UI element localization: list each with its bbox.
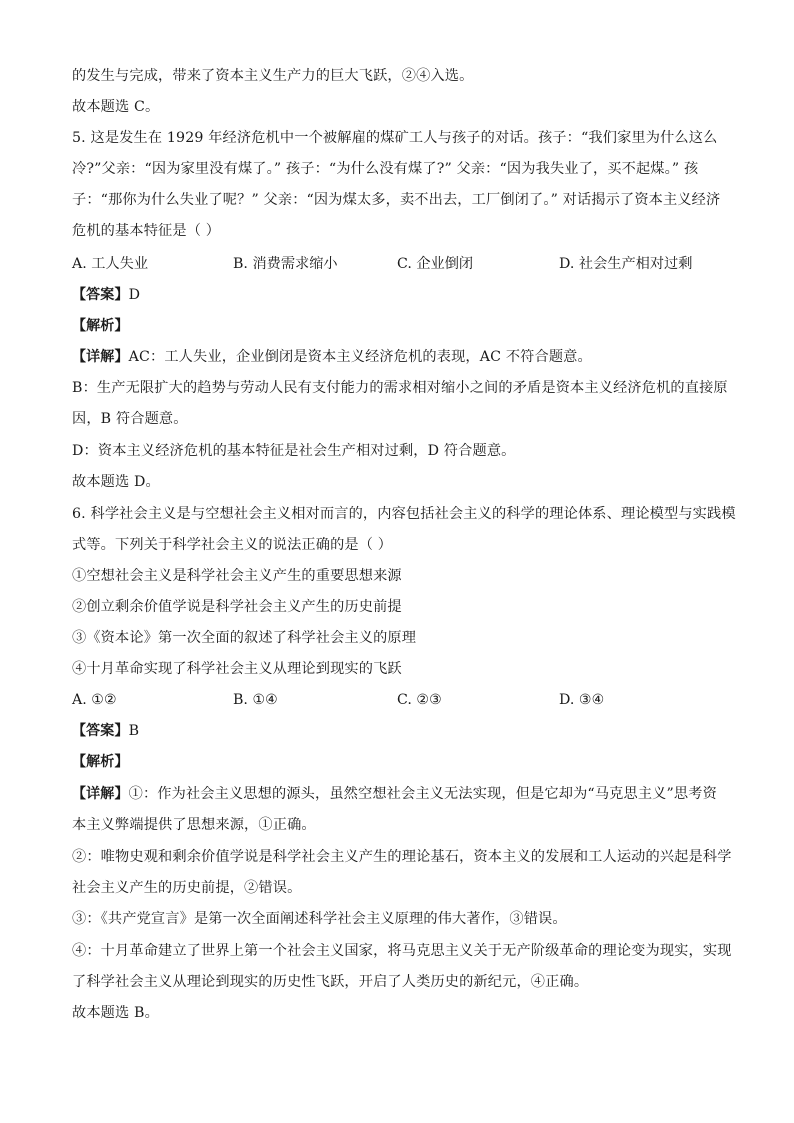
q6-statement-3: ③《资本论》第一次全面的叙述了科学社会主义的原理 [72, 630, 417, 646]
q5-option-a: A. 工人失业 [72, 256, 149, 272]
q6-option-b: B. ①④ [233, 692, 278, 708]
answer-value: B [128, 723, 140, 739]
q6-statement-2: ②创立剩余价值学说是科学社会主义产生的历史前提 [72, 599, 402, 615]
q6-conclusion: 故本题选 B。 [72, 1005, 159, 1021]
answer-tag: 【答案】 [72, 723, 129, 739]
q6-stem-line: 6. 科学社会主义是与空想社会主义相对而言的，内容包括社会主义的科学的理论体系、理论模型与实践模 [72, 506, 736, 522]
q5-conclusion: 故本题选 D。 [72, 474, 160, 490]
detail-tag: 【详解】 [72, 349, 129, 365]
q5-detail-line [72, 347, 732, 367]
q6-statement-1: ①空想社会主义是科学社会主义产生的重要思想来源 [72, 568, 402, 584]
q6-detail-line: 社会主义产生的历史前提，②错误。 [72, 880, 302, 896]
q5-stem-line: 冷?”父亲：“因为家里没有煤了。” 孩子：“为什么没有煤了?” 父亲：“因为我失业了，买不起煤。” 孩 [72, 161, 699, 177]
q6-detail-line: 了科学社会主义从理论到现实的历史性飞跃，开启了人类历史的新纪元，④正确。 [72, 974, 589, 990]
q6-option-c: C. ②③ [397, 692, 442, 708]
carryover-text: 的发生与完成，带来了资本主义生产力的巨大飞跃，②④入选。 [72, 68, 474, 84]
q5-option-b: B. 消费需求缩小 [233, 256, 338, 272]
q6-option-a: A. ①② [72, 692, 117, 708]
q6-answer [72, 721, 732, 741]
analysis-tag: 【解析】 [72, 318, 129, 334]
q6-detail-line [72, 784, 732, 804]
q5-analysis-heading [72, 316, 732, 336]
q6-option-d: D. ③④ [559, 692, 605, 708]
carryover-conclusion: 故本题选 C。 [72, 99, 160, 115]
q5-detail-line: B：生产无限扩大的趋势与劳动人民有支付能力的需求相对缩小之间的矛盾是资本主义经济危机的直接原 [72, 380, 728, 396]
q5-stem-line: 子：“那你为什么失业了呢？” 父亲：“因为煤太多，卖不出去，工厂倒闭了。” 对话揭示了资本主义经济 [72, 192, 721, 208]
detail-tag: 【详解】 [72, 786, 129, 802]
q6-detail-line: 本主义弊端提供了思想来源，①正确。 [72, 817, 316, 833]
q6-detail-line: ④：十月革命建立了世界上第一个社会主义国家，将马克思主义关于无产阶级革命的理论变为现实，实现 [72, 943, 732, 959]
q5-stem-line: 危机的基本特征是（ ） [72, 223, 221, 239]
detail-text: ①：作为社会主义思想的源头，虽然空想社会主义无法实现，但是它却为“马克思主义”思考资 [128, 786, 717, 802]
answer-value: D [128, 287, 141, 303]
q5-option-c: C. 企业倒闭 [397, 256, 474, 272]
detail-text: AC：工人失业，企业倒闭是资本主义经济危机的表现，AC 不符合题意。 [128, 349, 592, 365]
q6-detail-line: ②：唯物史观和剩余价值学说是科学社会主义产生的理论基石，资本主义的发展和工人运动的兴起是科学 [72, 849, 732, 865]
q5-answer [72, 285, 732, 305]
q6-statement-4: ④十月革命实现了科学社会主义从理论到现实的飞跃 [72, 661, 402, 677]
q6-stem-line: 式等。下列关于科学社会主义的说法正确的是（ ） [72, 537, 393, 553]
q5-detail-line: D：资本主义经济危机的基本特征是社会生产相对过剩，D 符合题意。 [72, 443, 516, 459]
analysis-tag: 【解析】 [72, 754, 129, 770]
q5-stem-line: 5. 这是发生在 1929 年经济危机中一个被解雇的煤矿工人与孩子的对话。孩子：“我们家里为什么这么 [72, 130, 718, 146]
q5-detail-line: 因，B 符合题意。 [72, 411, 188, 427]
q6-detail-line: ③：《共产党宣言》是第一次全面阐述科学社会主义原理的伟大著作，③错误。 [72, 911, 567, 927]
q5-option-d: D. 社会生产相对过剩 [559, 256, 693, 272]
q6-analysis-heading [72, 752, 732, 772]
answer-tag: 【答案】 [72, 287, 129, 303]
